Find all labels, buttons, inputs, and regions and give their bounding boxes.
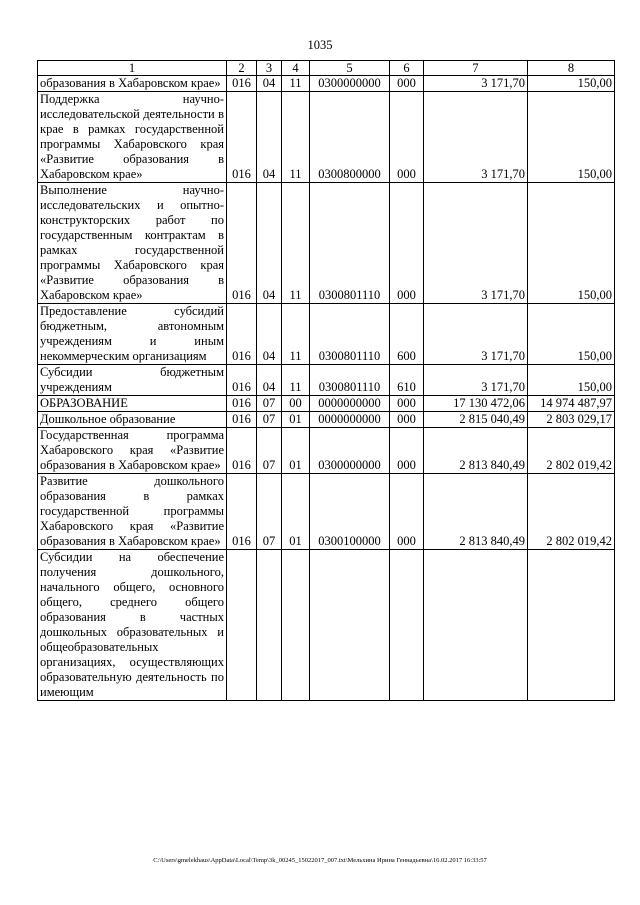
cell-col-2: 016	[227, 396, 257, 412]
cell-col-2: 016	[227, 92, 257, 183]
table-row	[38, 474, 615, 550]
cell-col-4: 11	[282, 183, 310, 304]
table-row	[38, 396, 615, 412]
cell-col-7	[424, 550, 528, 701]
cell-col-7: 3 171,70	[424, 304, 528, 365]
table-row	[38, 76, 615, 92]
cell-col-6: 000	[390, 92, 424, 183]
cell-col-4: 11	[282, 304, 310, 365]
cell-col-3: 07	[257, 412, 282, 428]
table-row	[38, 412, 615, 428]
table-row	[38, 183, 615, 304]
cell-col-5: 0300800000	[310, 92, 390, 183]
cell-col-2: 016	[227, 412, 257, 428]
table-row	[38, 365, 615, 396]
row-name-cell: Субсидии на обеспечение получения дошкольного, начального общего, основного общего, среднего общего образования в частных дошкольных образовательных и общеобразовательных организациях, осуществляющих образовательную деятельность по имеющим	[38, 550, 227, 701]
cell-col-2: 016	[227, 428, 257, 474]
cell-col-7: 2 813 840,49	[424, 428, 528, 474]
cell-col-3: 07	[257, 396, 282, 412]
cell-col-6: 000	[390, 183, 424, 304]
column-header: 6	[390, 61, 424, 76]
cell-col-3: 04	[257, 304, 282, 365]
cell-col-7: 2 813 840,49	[424, 474, 528, 550]
cell-col-3: 07	[257, 474, 282, 550]
cell-col-4: 11	[282, 76, 310, 92]
cell-col-8: 150,00	[528, 183, 615, 304]
cell-col-5: 0300801110	[310, 365, 390, 396]
cell-col-5: 0300801110	[310, 183, 390, 304]
header-row	[38, 61, 615, 76]
cell-col-6: 000	[390, 412, 424, 428]
cell-col-4: 11	[282, 365, 310, 396]
column-header: 3	[257, 61, 282, 76]
cell-col-5: 0300000000	[310, 428, 390, 474]
cell-col-3	[257, 550, 282, 701]
cell-col-7: 3 171,70	[424, 183, 528, 304]
cell-col-2: 016	[227, 474, 257, 550]
row-name-cell: Субсидии бюджетным учреждениям	[38, 365, 227, 396]
cell-col-8: 150,00	[528, 92, 615, 183]
cell-col-8: 150,00	[528, 365, 615, 396]
cell-col-8: 150,00	[528, 304, 615, 365]
cell-col-4: 11	[282, 92, 310, 183]
cell-col-4: 01	[282, 412, 310, 428]
row-name-cell: ОБРАЗОВАНИЕ	[38, 396, 227, 412]
column-header: 1	[38, 61, 227, 76]
cell-col-4: 01	[282, 474, 310, 550]
cell-col-3: 04	[257, 365, 282, 396]
column-header: 8	[528, 61, 615, 76]
cell-col-5: 0000000000	[310, 396, 390, 412]
document-footer-path: C:\Users\gmelekhaus\AppData\Local\Temp\3k_00245_15022017_007.txt\Мельхина Ирина Геннадьевна\16.02.2017 16:33:57	[153, 857, 487, 864]
cell-col-4: 01	[282, 428, 310, 474]
cell-col-3: 04	[257, 76, 282, 92]
row-name-cell: Развитие дошкольного образования в рамках государственной программы Хабаровского края «Развитие образования в Хабаровском крае»	[38, 474, 227, 550]
cell-col-8: 2 803 029,17	[528, 412, 615, 428]
cell-col-3: 04	[257, 183, 282, 304]
table-row	[38, 550, 615, 701]
budget-table	[37, 60, 615, 701]
cell-col-2: 016	[227, 304, 257, 365]
cell-col-5: 0300801110	[310, 304, 390, 365]
cell-col-6: 000	[390, 396, 424, 412]
cell-col-5: 0300000000	[310, 76, 390, 92]
cell-col-6: 000	[390, 76, 424, 92]
column-header: 7	[424, 61, 528, 76]
cell-col-8	[528, 550, 615, 701]
cell-col-8: 2 802 019,42	[528, 428, 615, 474]
row-name-cell: Поддержка научно-исследовательской деятельности в крае в рамках государственной программы Хабаровского края «Развитие образования в Хабаровском крае»	[38, 92, 227, 183]
cell-col-8: 14 974 487,97	[528, 396, 615, 412]
cell-col-7: 3 171,70	[424, 76, 528, 92]
row-name-cell: Предоставление субсидий бюджетным, автономным учреждениям и иным некоммерческим организациям	[38, 304, 227, 365]
cell-col-2: 016	[227, 76, 257, 92]
row-name-cell: образования в Хабаровском крае»	[38, 76, 227, 92]
cell-col-4	[282, 550, 310, 701]
cell-col-8: 150,00	[528, 76, 615, 92]
column-header: 4	[282, 61, 310, 76]
cell-col-2: 016	[227, 365, 257, 396]
column-header: 2	[227, 61, 257, 76]
cell-col-7: 3 171,70	[424, 365, 528, 396]
row-name-cell: Выполнение научно-исследовательских и опытно-конструкторских работ по государственным контрактам в рамках государственной программы Хабаровского края «Развитие образования в Хабаровском крае»	[38, 183, 227, 304]
cell-col-7: 3 171,70	[424, 92, 528, 183]
cell-col-6: 000	[390, 474, 424, 550]
cell-col-5	[310, 550, 390, 701]
cell-col-4: 00	[282, 396, 310, 412]
row-name-cell: Дошкольное образование	[38, 412, 227, 428]
cell-col-6: 610	[390, 365, 424, 396]
cell-col-6: 000	[390, 428, 424, 474]
cell-col-8: 2 802 019,42	[528, 474, 615, 550]
cell-col-7: 2 815 040,49	[424, 412, 528, 428]
cell-col-3: 04	[257, 92, 282, 183]
column-header: 5	[310, 61, 390, 76]
cell-col-7: 17 130 472,06	[424, 396, 528, 412]
cell-col-6	[390, 550, 424, 701]
page-number: 1035	[307, 38, 333, 52]
cell-col-2: 016	[227, 183, 257, 304]
cell-col-2	[227, 550, 257, 701]
cell-col-5: 0000000000	[310, 412, 390, 428]
row-name-cell: Государственная программа Хабаровского края «Развитие образования в Хабаровском крае»	[38, 428, 227, 474]
cell-col-5: 0300100000	[310, 474, 390, 550]
cell-col-6: 600	[390, 304, 424, 365]
cell-col-3: 07	[257, 428, 282, 474]
table-row	[38, 428, 615, 474]
table-row	[38, 304, 615, 365]
table-row	[38, 92, 615, 183]
